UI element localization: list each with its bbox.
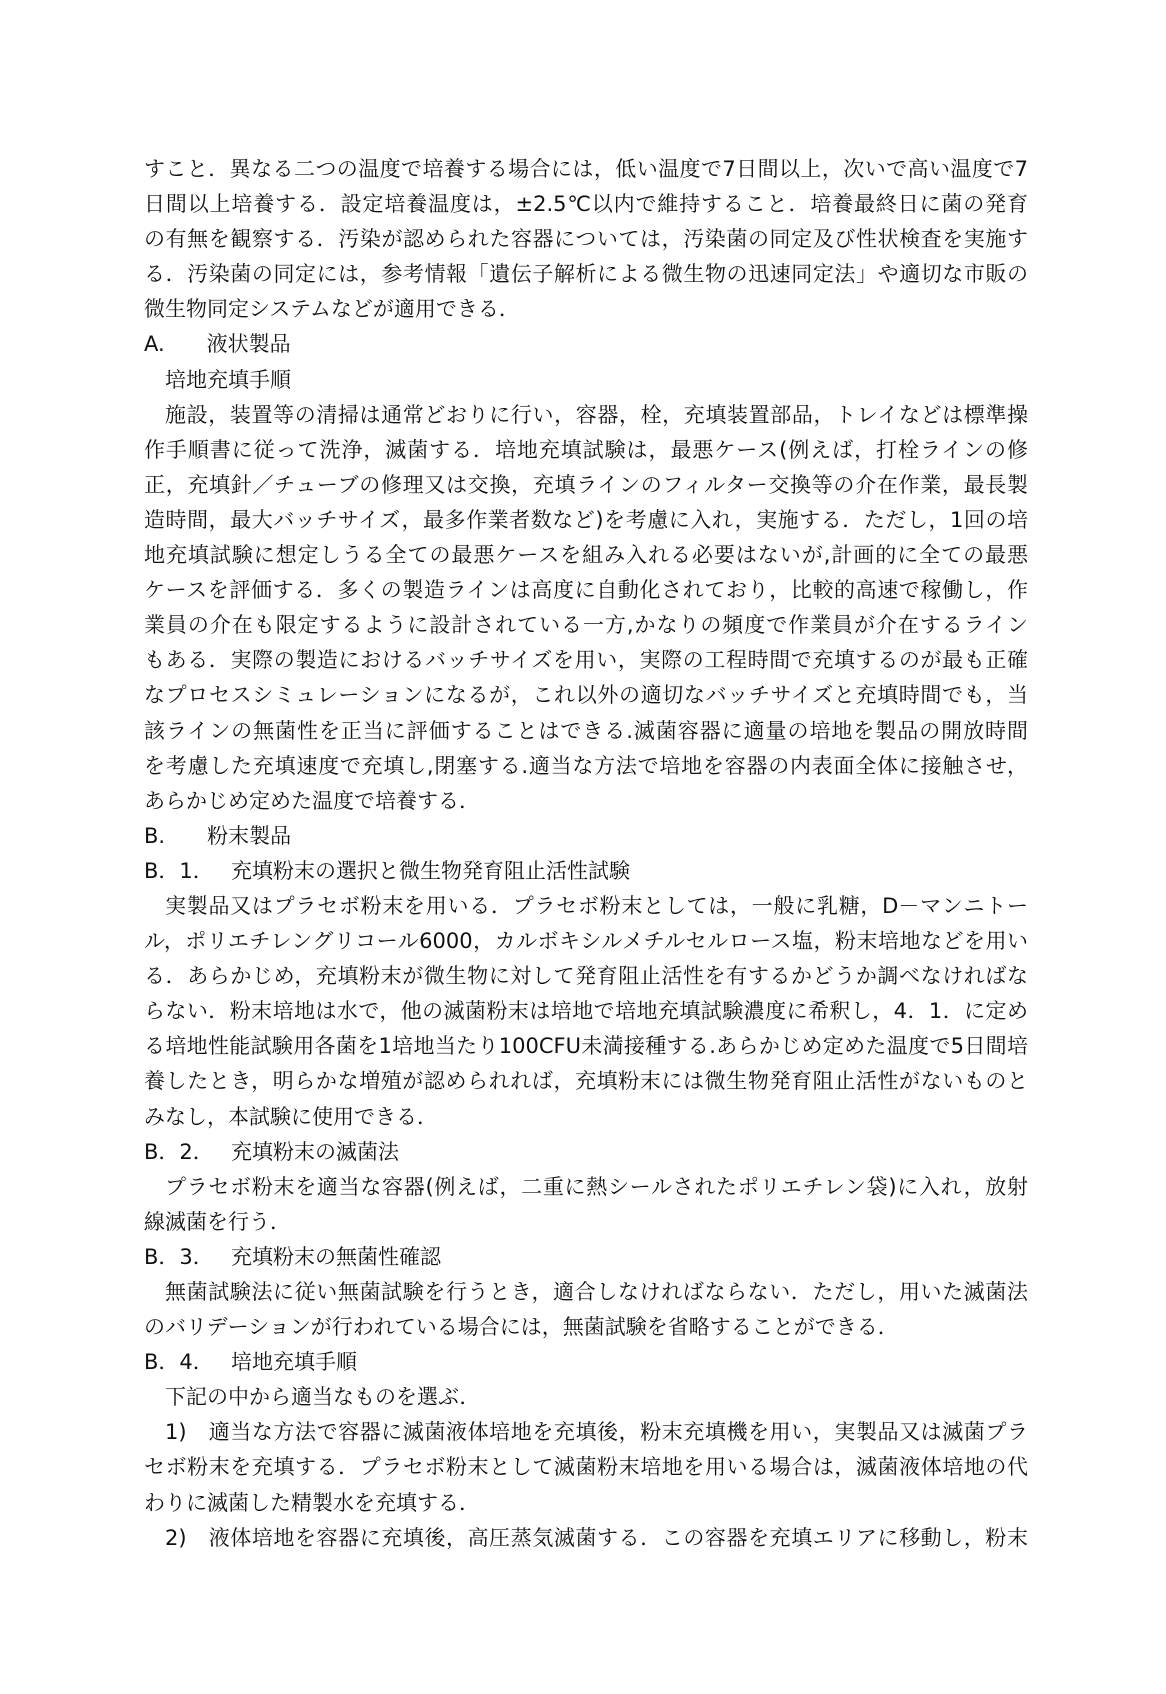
paragraph-line: の有無を観察する．汚染が認められた容器については，汚染菌の同定及び性状検査を実施す xyxy=(144,227,1028,252)
paragraph-line: 下記の中から適当なものを選ぶ． xyxy=(165,1385,481,1410)
paragraph-line: 施設，装置等の清掃は通常どおりに行い，容器，栓，充填装置部品，トレイなどは標準操 xyxy=(165,402,1028,427)
paragraph-line: すこと．異なる二つの温度で培養する場合には，低い温度で7日間以上，次いで高い温度で7 xyxy=(144,157,1028,181)
list-item-1: 1) 適当な方法で容器に滅菌液体培地を充填後，粉末充填機を用い，実製品又は滅菌プラ xyxy=(165,1420,1028,1445)
paragraph-line: あらかじめ定めた温度で培養する． xyxy=(144,788,480,813)
paragraph-line: 該ラインの無菌性を正当に評価することはできる.滅菌容器に適量の培地を製品の開放時間 xyxy=(144,718,1028,743)
paragraph-line: る培地性能試験用各菌を1培地当たり100CFU未満接種する.あらかじめ定めた温度で5日間培 xyxy=(144,1034,1028,1059)
paragraph-line: もある．実際の製造におけるバッチサイズを用い，実際の工程時間で充填するのが最も正確 xyxy=(144,648,1028,673)
paragraph-line: ル，ポリエチレングリコール6000，カルボキシルメチルセルロース塩，粉末培地などを用い xyxy=(144,929,1028,954)
subheading: 培地充填手順 xyxy=(165,367,291,392)
paragraph-line: る．あらかじめ，充填粉末が微生物に対して発育阻止活性を有するかどうか調べなければな xyxy=(144,964,1029,989)
paragraph-line: 作手順書に従って洗浄，滅菌する．培地充填試験は，最悪ケース(例えば，打栓ラインの修 xyxy=(144,437,1028,462)
section-heading-b1: B．1． 充填粉末の選択と微生物発育阻止活性試験 xyxy=(144,858,630,883)
list-item-2: 2) 液体培地を容器に充填後，高圧蒸気滅菌する．この容器を充填エリアに移動し，粉末 xyxy=(165,1525,1028,1550)
paragraph-line: 業員の介在も限定するように設計されている一方,かなりの頻度で作業員が介在するライン xyxy=(144,613,1028,638)
paragraph-line: みなし，本試験に使用できる． xyxy=(144,1104,438,1129)
paragraph-line: プラセボ粉末を適当な容器(例えば，二重に熱シールされたポリエチレン袋)に入れ，放射 xyxy=(165,1174,1028,1199)
paragraph-line: 無菌試験法に従い無菌試験を行うとき，適合しなければならない．ただし，用いた滅菌法 xyxy=(165,1280,1029,1304)
paragraph-line: 日間以上培養する．設定培養温度は，±2.5℃以内で維持すること．培養最終日に菌の発育 xyxy=(144,192,1028,217)
paragraph-line: わりに滅菌した精製水を充填する． xyxy=(144,1490,480,1515)
section-heading-b: B. 粉末製品 xyxy=(144,823,292,848)
paragraph-line: 正，充填針／チューブの修理又は交換，充填ラインのフィルター交換等の介在作業，最長製 xyxy=(144,472,1028,497)
paragraph-line: 養したとき，明らかな増殖が認められれば，充填粉末には微生物発育阻止活性がないものと xyxy=(144,1069,1029,1094)
paragraph-line: 微生物同定システムなどが適用できる． xyxy=(144,297,520,322)
paragraph-line: を考慮した充填速度で充填し,閉塞する.適当な方法で培地を容器の内表面全体に接触させ， xyxy=(144,753,1028,778)
paragraph-line: る．汚染菌の同定には，参考情報「遺伝子解析による微生物の迅速同定法」や適切な市販の xyxy=(144,262,1028,287)
paragraph-line: セボ粉末を充填する．プラセボ粉末として滅菌粉末培地を用いる場合は，滅菌液体培地の代 xyxy=(144,1455,1028,1480)
paragraph-line: 線滅菌を行う． xyxy=(144,1209,291,1234)
paragraph-line: らない．粉末培地は水で，他の滅菌粉末は培地で培地充填試験濃度に希釈し，4．1．に定め xyxy=(144,999,1028,1024)
section-heading-a: A. 液状製品 xyxy=(144,332,291,357)
paragraph-line: 地充填試験に想定しうる全ての最悪ケースを組み入れる必要はないが,計画的に全ての最悪 xyxy=(144,543,1028,568)
section-heading-b4: B．4． 培地充填手順 xyxy=(144,1350,357,1375)
paragraph-line: のバリデーションが行われている場合には，無菌試験を省略することができる． xyxy=(144,1315,899,1340)
paragraph-line: なプロセスシミュレーションになるが，これ以外の適切なバッチサイズと充填時間でも，当 xyxy=(144,683,1028,708)
section-heading-b2: B．2． 充填粉末の滅菌法 xyxy=(144,1139,399,1164)
section-heading-b3: B．3． 充填粉末の無菌性確認 xyxy=(144,1244,441,1269)
document-page xyxy=(144,152,1028,1556)
paragraph-line: ケースを評価する．多くの製造ラインは高度に自動化されており，比較的高速で稼働し，作 xyxy=(144,578,1028,603)
paragraph-line: 造時間，最大バッチサイズ，最多作業者数など)を考慮に入れ，実施する．ただし，1回の培 xyxy=(144,507,1028,532)
paragraph-line: 実製品又はプラセボ粉末を用いる．プラセボ粉末としては，一般に乳糖，D－マンニトー xyxy=(165,893,1028,918)
